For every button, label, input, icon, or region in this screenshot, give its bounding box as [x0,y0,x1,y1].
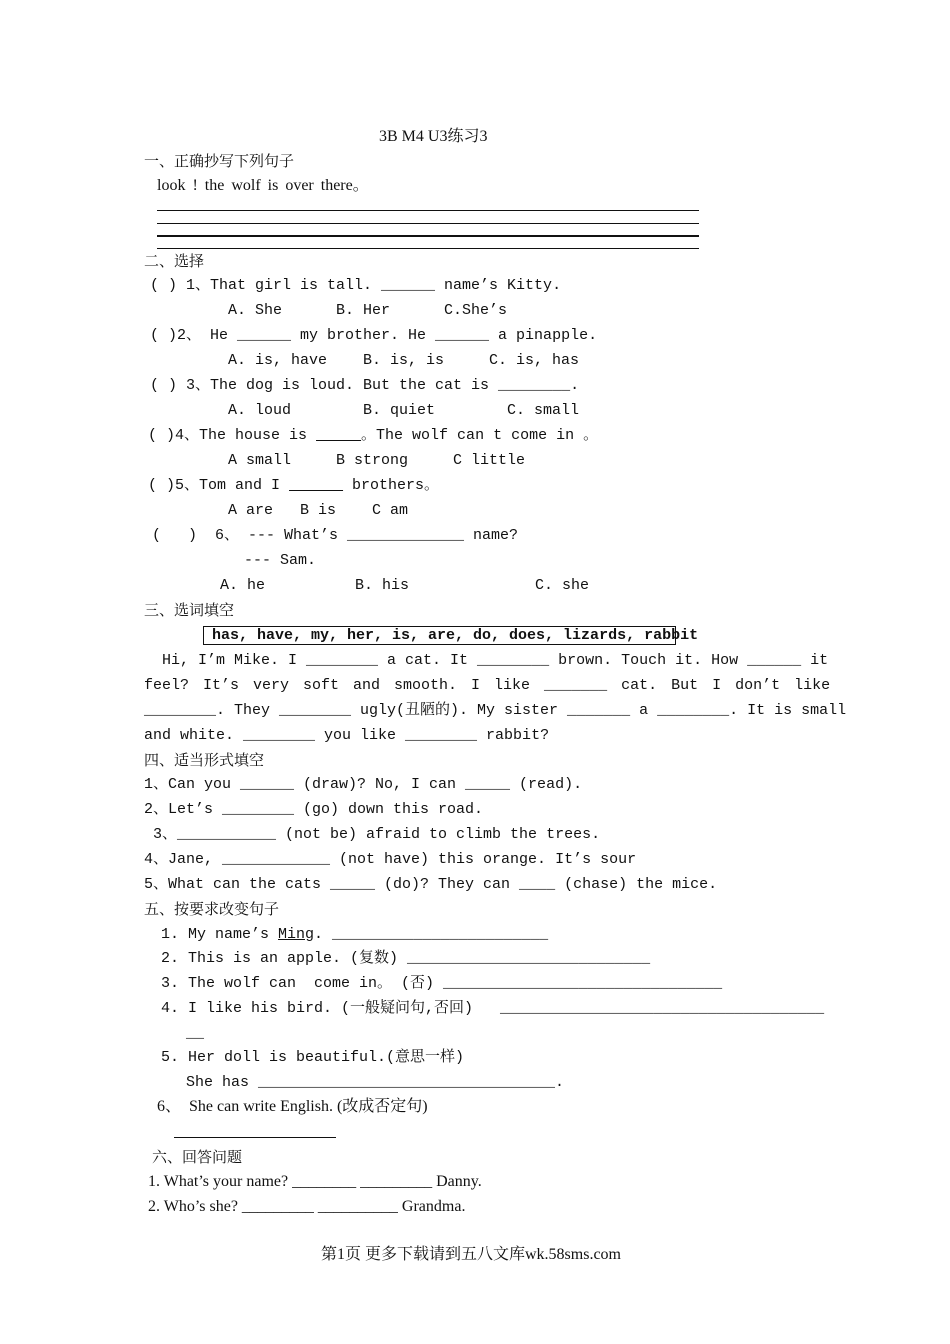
question-6: ( ) 6、 --- What’s _____________ name? [152,527,519,544]
answer-question-1: 1. What’s your name? ________ _________ Danny. [148,1173,482,1190]
question-1-options: A. She B. Her C.She’s [228,302,508,319]
transform-line-3: 3. The wolf can come in。 (否) _______________________________ [161,975,723,992]
passage-line-3: ________. They ________ ugly(丑陋的). My sister _______ a ________. It is small [144,702,847,719]
fill-line-2: 2、Let’s ________ (go) down this road. [144,801,484,818]
writing-line-1 [157,210,699,211]
fill-line-4: 4、Jane, ____________ (not have) this orange. It’s sour [144,851,637,868]
question-6-answer: --- Sam. [244,552,317,569]
answer-line-6 [174,1137,336,1138]
fill-line-1: 1、Can you ______ (draw)? No, I can _____ (read). [144,776,583,793]
fill-line-3: 3、___________ (not be) afraid to climb the trees. [144,826,601,843]
question-1: ( ) 1、That girl is tall. ______ name’s Kitty. [150,277,562,294]
transform-line-4-continued: __ [186,1025,205,1042]
passage-line-4: and white. ________ you like ________ rabbit? [144,727,550,744]
answer-question-2: 2. Who’s she? _________ __________ Grandma. [148,1198,466,1215]
question-6-options: A. he B. his C. she [220,577,590,594]
section-4-heading: 四、适当形式填空 [144,751,265,769]
transform-line-1: 1. My name’s Ming. ________________________ [161,926,549,943]
section-6-heading: 六、回答问题 [152,1148,243,1166]
writing-line-4 [157,248,699,249]
writing-line-3 [157,235,699,237]
question-3: ( ) 3、The dog is loud. But the cat is ________. [150,377,580,394]
copy-sentence: look ! the wolf is over there。 [157,177,369,194]
word-box-text: has, have, my, her, is, are, do, does, lizards, rabbit [212,627,699,644]
page-title: 3B M4 U3练习3 [379,128,488,145]
question-5-options: A are B is C am [228,502,409,519]
page-footer: 第1页 更多下载请到五八文库wk.58sms.com [321,1246,622,1263]
fill-line-5: 5、What can the cats _____ (do)? They can ____ (chase) the mice. [144,876,718,893]
transform-line-4: 4. I like his bird. (一般疑问句,否回) ____________________________________ [161,1000,825,1017]
question-5: ( )5、Tom and I brothers。 [148,477,440,494]
passage-line-2: feel? It’s very soft and smooth. I like _______ cat. But I don’t like [144,677,831,694]
question-4: ( )4、The house is 。The wolf can t come in 。 [148,427,599,444]
section-2-heading: 二、选择 [144,252,205,270]
question-2: ( )2、 He ______ my brother. He ______ a pinapple. [150,327,598,344]
question-3-options: A. loud B. quiet C. small [228,402,580,419]
question-2-options: A. is, have B. is, is C. is, has [228,352,580,369]
writing-line-2 [157,223,699,224]
transform-line-2: 2. This is an apple. (复数) ___________________________ [161,950,651,967]
section-1-heading: 一、正确抄写下列句子 [144,152,295,170]
transform-line-6: 6、 She can write English. (改成否定句) [157,1098,428,1115]
section-3-heading: 三、选词填空 [144,601,235,619]
transform-line-5: 5. Her doll is beautiful.(意思一样) [161,1049,465,1066]
passage-line-1: Hi, I’m Mike. I ________ a cat. It ________ brown. Touch it. How ______ it [144,652,829,669]
question-4-options: A small B strong C little [228,452,526,469]
section-5-heading: 五、按要求改变句子 [144,900,280,918]
transform-line-5-answer: She has _________________________________. [186,1074,565,1091]
